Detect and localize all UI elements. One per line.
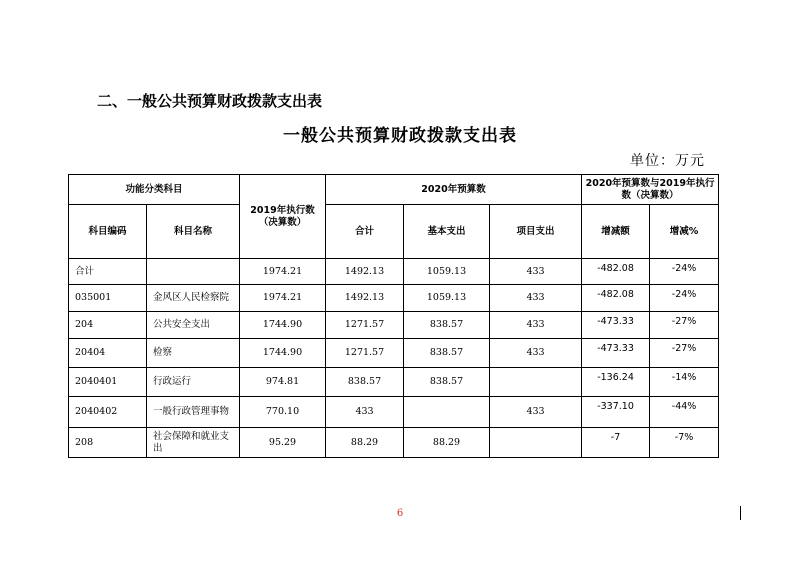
cell-change: -337.10 [582,397,650,428]
table-row [69,312,719,339]
table-row [69,428,719,458]
table-title: 一般公共预算财政拨款支出表 [283,126,517,146]
cell-total: 838.57 [326,368,404,397]
cell-pct: -27% [650,312,719,339]
cell-exec-2019: 1974.21 [240,259,326,285]
header-exec-2019: 2019年执行数（决算数） [240,175,326,259]
cell-code: 2040402 [69,397,147,428]
header-project: 项目支出 [490,205,582,259]
header-functional: 功能分类科目 [69,175,240,205]
cell-exec-2019: 974.81 [240,368,326,397]
header-budget-2020: 2020年预算数 [326,175,582,205]
cell-total: 1492.13 [326,285,404,312]
cell-change: -473.33 [582,312,650,339]
cell-basic: 1059.13 [404,259,490,285]
cell-total: 1492.13 [326,259,404,285]
cell-change: -136.24 [582,368,650,397]
cell-total: 1271.57 [326,312,404,339]
cell-name: 行政运行 [147,368,240,397]
cell-project: 433 [490,339,582,368]
table-row [69,285,719,312]
cell-code: 2040401 [69,368,147,397]
cell-code: 035001 [69,285,147,312]
cell-name [147,259,240,285]
cell-basic: 88.29 [404,428,490,458]
header-total: 合计 [326,205,404,259]
cell-exec-2019: 1744.90 [240,312,326,339]
margin-line [740,506,741,520]
cell-total: 433 [326,397,404,428]
cell-basic: 838.57 [404,339,490,368]
cell-code: 20404 [69,339,147,368]
cell-code: 合计 [69,259,147,285]
table-row [69,368,719,397]
cell-code: 204 [69,312,147,339]
cell-name: 检察 [147,339,240,368]
header-basic: 基本支出 [404,205,490,259]
unit-label: 单位：万元 [630,153,705,169]
cell-project: 433 [490,312,582,339]
cell-project [490,368,582,397]
expenditure-table [68,174,719,458]
cell-exec-2019: 95.29 [240,428,326,458]
cell-project: 433 [490,397,582,428]
cell-change: -7 [582,428,650,458]
cell-pct: -14% [650,368,719,397]
section-heading: 二、一般公共预算财政拨款支出表 [97,92,323,110]
cell-change: -473.33 [582,339,650,368]
cell-change: -482.08 [582,285,650,312]
cell-total: 88.29 [326,428,404,458]
cell-name: 社会保障和就业支出 [147,428,240,458]
table-row [69,397,719,428]
cell-basic: 838.57 [404,312,490,339]
header-change-pct: 增减% [650,205,719,259]
header-code: 科目编码 [69,205,147,259]
cell-name: 公共安全支出 [147,312,240,339]
cell-basic [404,397,490,428]
cell-code: 208 [69,428,147,458]
header-comparison: 2020年预算数与2019年执行数（决算数） [582,175,719,205]
header-name: 科目名称 [147,205,240,259]
cell-pct: -24% [650,259,719,285]
cell-pct: -24% [650,285,719,312]
cell-change: -482.08 [582,259,650,285]
cell-pct: -27% [650,339,719,368]
header-change-amount: 增减额 [582,205,650,259]
cell-basic: 838.57 [404,368,490,397]
cell-name: 金风区人民检察院 [147,285,240,312]
cell-total: 1271.57 [326,339,404,368]
cell-basic: 1059.13 [404,285,490,312]
cell-pct: -7% [650,428,719,458]
cell-pct: -44% [650,397,719,428]
cell-exec-2019: 770.10 [240,397,326,428]
cell-exec-2019: 1744.90 [240,339,326,368]
table-row [69,259,719,285]
page-number: 6 [396,508,404,519]
cell-exec-2019: 1974.21 [240,285,326,312]
cell-project [490,428,582,458]
table-row [69,339,719,368]
cell-project: 433 [490,285,582,312]
cell-name: 一般行政管理事物 [147,397,240,428]
cell-project: 433 [490,259,582,285]
